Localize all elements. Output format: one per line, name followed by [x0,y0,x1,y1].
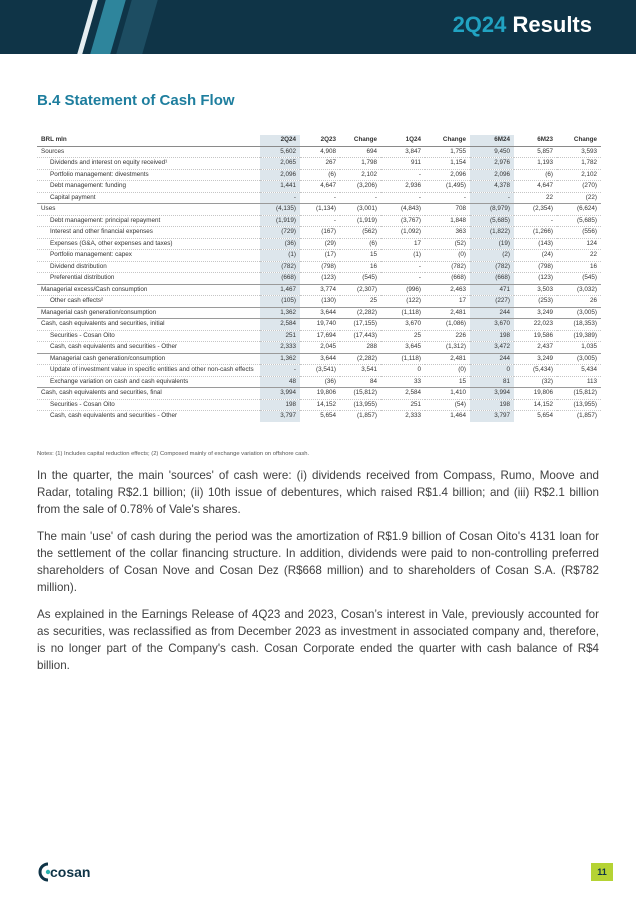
column-header: Change [557,135,601,146]
cell-value: 14,152 [514,399,557,411]
cell-value: 2,096 [260,169,300,181]
cell-value: (1,086) [425,319,470,331]
cell-value: 1,410 [425,388,470,400]
table-row [37,411,601,422]
cell-value: - [381,273,425,285]
cell-value: 25 [381,330,425,342]
cell-value: 3,541 [340,365,381,377]
cell-value: - [300,215,340,227]
cell-value: 4,647 [300,181,340,193]
table-row [37,192,601,204]
column-header-label: BRL mln [37,135,260,146]
cell-value: (123) [300,273,340,285]
logo-text: cosan [50,864,91,880]
paragraph-sources: In the quarter, the main 'sources' of cash were: (i) dividends received from Compass, Rumo, Moove and Radar, totaling R$2.1 billion; (ii) 10th issue of debentures, which raised R$1.4 billion; and (iii) R$2.1 billion from the sale of 0.78% of Vale's shares. [37,469,599,516]
cell-value: (782) [470,261,514,273]
cell-value: (798) [514,261,557,273]
cell-value: (13,955) [557,399,601,411]
column-header: 2Q24 [260,135,300,146]
row-label: Expenses (G&A, other expenses and taxes) [37,238,260,250]
cell-value: 1,782 [557,158,601,170]
cell-value: (798) [300,261,340,273]
cell-value: (6) [300,169,340,181]
cell-value: 5,857 [514,146,557,158]
paragraph-uses: The main 'use' of cash during the period was the amortization of R$1.9 billion of Cosan Oito's 4131 loan for the settlement of the collar financing structure. In addition, dividends were paid to non-controlling preferred shareholders of Cosan Nove and Cosan Dez (R$668 million) and to shareholders of Cosan S.A. (R$782 million). [37,530,599,594]
table-row [37,307,601,319]
cell-value: (1,495) [425,181,470,193]
table-row [37,284,601,296]
cell-value: (3,541) [300,365,340,377]
cell-value: (18,353) [557,319,601,331]
cell-value: (1,118) [381,307,425,319]
header-title-quarter: 2Q24 [452,12,507,37]
cell-value: - [381,169,425,181]
cell-value: (8,979) [470,204,514,216]
cell-value: 3,645 [381,342,425,354]
cell-value: (270) [557,181,601,193]
cell-value: (1,312) [425,342,470,354]
header-title [453,12,592,38]
cell-value: 1,798 [340,158,381,170]
cell-value: 288 [340,342,381,354]
cell-value: 3,644 [300,307,340,319]
cell-value: 2,102 [557,169,601,181]
cell-value: (32) [514,376,557,388]
cell-value: 3,472 [470,342,514,354]
cell-value: (36) [260,238,300,250]
table-row [37,169,601,181]
cell-value: (1) [260,250,300,262]
cell-value: 244 [470,307,514,319]
cell-value: (1,919) [260,215,300,227]
cell-value: (5,434) [514,365,557,377]
cell-value: (5,685) [557,215,601,227]
column-header: 1Q24 [381,135,425,146]
table-row [37,296,601,308]
cash-flow-table [37,135,601,422]
cell-value: (22) [557,192,601,204]
row-label: Other cash effects² [37,296,260,308]
cell-value: 16 [340,261,381,273]
cell-value: 5,602 [260,146,300,158]
cell-value: - [381,261,425,273]
cell-value: 2,584 [381,388,425,400]
cell-value: 4,378 [470,181,514,193]
cell-value: (0) [425,365,470,377]
cell-value: 2,096 [470,169,514,181]
cell-value: 19,806 [514,388,557,400]
cell-value: 3,994 [260,388,300,400]
cell-value: 1,362 [260,353,300,365]
cell-value: 2,045 [300,342,340,354]
cell-value: (1,266) [514,227,557,239]
cell-value: 81 [470,376,514,388]
cell-value: 19,806 [300,388,340,400]
cell-value: 363 [425,227,470,239]
table-row [37,146,601,158]
table-row [37,181,601,193]
cell-value: 25 [340,296,381,308]
cell-value: (3,206) [340,181,381,193]
cell-value: 251 [260,330,300,342]
section-title: B.4 Statement of Cash Flow [37,92,235,109]
cell-value: (545) [557,273,601,285]
cell-value: 22,023 [514,319,557,331]
table-row [37,261,601,273]
cell-value: (6) [340,238,381,250]
column-header: 6M24 [470,135,514,146]
cell-value: (17) [300,250,340,262]
cell-value: 2,584 [260,319,300,331]
cell-value: - [300,192,340,204]
table-row [37,158,601,170]
column-header: Change [340,135,381,146]
cell-value: - [425,192,470,204]
cell-value: (668) [470,273,514,285]
row-label: Portfolio management: divestments [37,169,260,181]
cell-value: (1,118) [381,353,425,365]
cell-value: (2) [470,250,514,262]
row-label: Exchange variation on cash and cash equivalents [37,376,260,388]
cell-value: 3,503 [514,284,557,296]
cell-value: (15,812) [557,388,601,400]
cell-value: (54) [425,399,470,411]
cell-value: 198 [470,330,514,342]
cell-value: 2,102 [340,169,381,181]
cell-value: (668) [260,273,300,285]
cell-value: (729) [260,227,300,239]
cell-value: (1,822) [470,227,514,239]
cell-value: 3,847 [381,146,425,158]
cell-value: 694 [340,146,381,158]
cell-value: 17 [381,238,425,250]
cell-value: 1,362 [260,307,300,319]
cell-value: 2,936 [381,181,425,193]
cell-value: - [381,192,425,204]
cell-value: (1,092) [381,227,425,239]
row-label: Cash, cash equivalents and securities - Other [37,411,260,422]
table-row [37,353,601,365]
row-label: Capital payment [37,192,260,204]
cell-value: 1,193 [514,158,557,170]
cell-value: (1,919) [340,215,381,227]
cell-value: 1,441 [260,181,300,193]
row-label: Update of investment value in specific entities and other non-cash effects [37,365,260,377]
cell-value: (3,005) [557,353,601,365]
cell-value: 2,481 [425,307,470,319]
cell-value: 5,654 [514,411,557,422]
cell-value: (1) [381,250,425,262]
cell-value: (2,354) [514,204,557,216]
cell-value: 198 [260,399,300,411]
column-header: 6M23 [514,135,557,146]
cell-value: 14,152 [300,399,340,411]
cell-value: (4,843) [381,204,425,216]
cell-value: 911 [381,158,425,170]
row-label: Portfolio management: capex [37,250,260,262]
cell-value: (130) [300,296,340,308]
cell-value: 3,593 [557,146,601,158]
cell-value: (36) [300,376,340,388]
cell-value: 198 [470,399,514,411]
cell-value: 4,908 [300,146,340,158]
cell-value: (2,307) [340,284,381,296]
cell-value: 708 [425,204,470,216]
cell-value: (19) [470,238,514,250]
cell-value: 226 [425,330,470,342]
cell-value: 19,740 [300,319,340,331]
cell-value: (253) [514,296,557,308]
cell-value: (167) [300,227,340,239]
cell-value: 1,154 [425,158,470,170]
cell-value: 5,434 [557,365,601,377]
table-row [37,388,601,400]
cell-value: 3,797 [470,411,514,422]
row-label: Sources [37,146,260,158]
table-row [37,238,601,250]
cell-value: 48 [260,376,300,388]
cell-value: 4,647 [514,181,557,193]
row-label: Debt management: principal repayment [37,215,260,227]
cell-value: 3,249 [514,353,557,365]
cell-value: (6) [514,169,557,181]
row-label: Uses [37,204,260,216]
cell-value: 2,333 [260,342,300,354]
cell-value: 113 [557,376,601,388]
cell-value: (1,857) [340,411,381,422]
paragraph-vale-reclassification: As explained in the Earnings Release of 4Q23 and 2023, Cosan’s interest in Vale, previously accounted for as securities, was reclassified as from December 2023 as investment in associated company and, therefore, is no longer part of the Company's cash. Cosan Corporate ended the quarter with cash balance of R$4 billion. [37,608,599,672]
cell-value: 3,249 [514,307,557,319]
cell-value: (668) [425,273,470,285]
header-title-rest: Results [512,12,592,37]
row-label: Securities - Cosan Oito [37,330,260,342]
cell-value: (6,624) [557,204,601,216]
cell-value: (29) [300,238,340,250]
cell-value: (1,857) [557,411,601,422]
row-label: Dividends and interest on equity received¹ [37,158,260,170]
cell-value: 33 [381,376,425,388]
cell-value: 1,848 [425,215,470,227]
cell-value: (2,282) [340,353,381,365]
table-notes: Notes: (1) Includes capital reduction effects; (2) Composed mainly of exchange variation on offshore cash. [37,451,310,457]
cell-value: (13,955) [340,399,381,411]
cell-value: (5,685) [470,215,514,227]
row-label: Cash, cash equivalents and securities, final [37,388,260,400]
cell-value: 251 [381,399,425,411]
cell-value: - [260,365,300,377]
row-label: Preferential distribution [37,273,260,285]
cell-value: 84 [340,376,381,388]
cell-value: (15,812) [340,388,381,400]
row-label: Managerial cash generation/consumption [37,307,260,319]
row-label: Securities - Cosan Oito [37,399,260,411]
cell-value: 17 [425,296,470,308]
cell-value: 2,481 [425,353,470,365]
column-header: 2Q23 [300,135,340,146]
cell-value: (0) [425,250,470,262]
cell-value: - [340,192,381,204]
cell-value: 3,797 [260,411,300,422]
cell-value: (3,001) [340,204,381,216]
cell-value: 17,694 [300,330,340,342]
cell-value: - [514,215,557,227]
cell-value: (556) [557,227,601,239]
table-row [37,399,601,411]
cell-value: 2,437 [514,342,557,354]
cell-value: 2,463 [425,284,470,296]
row-label: Managerial cash generation/consumption [37,353,260,365]
table-row [37,365,601,377]
cell-value: 3,670 [470,319,514,331]
row-label: Interest and other financial expenses [37,227,260,239]
row-label: Debt management: funding [37,181,260,193]
cell-value: 124 [557,238,601,250]
cell-value: 0 [470,365,514,377]
table-row [37,250,601,262]
cell-value: 3,670 [381,319,425,331]
cell-value: 1,755 [425,146,470,158]
cell-value: 26 [557,296,601,308]
cell-value: 9,450 [470,146,514,158]
cell-value: 0 [381,365,425,377]
cell-value: 16 [557,261,601,273]
cell-value: (4,135) [260,204,300,216]
cell-value: 19,586 [514,330,557,342]
cell-value: (996) [381,284,425,296]
table-row [37,342,601,354]
cell-value: (782) [425,261,470,273]
cell-value: - [260,192,300,204]
cell-value: (3,032) [557,284,601,296]
table-header-row [37,135,601,146]
cell-value: 1,464 [425,411,470,422]
cell-value: (122) [381,296,425,308]
cell-value: (227) [470,296,514,308]
cell-value: 1,467 [260,284,300,296]
cell-value: (1,134) [300,204,340,216]
cell-value: 2,976 [470,158,514,170]
cell-value: 15 [340,250,381,262]
row-label: Dividend distribution [37,261,260,273]
table-row [37,215,601,227]
cell-value: 471 [470,284,514,296]
cell-value: 3,774 [300,284,340,296]
row-label: Cash, cash equivalents and securities, initial [37,319,260,331]
cell-value: (2,282) [340,307,381,319]
table-row [37,319,601,331]
row-label: Cash, cash equivalents and securities - Other [37,342,260,354]
cell-value: 2,096 [425,169,470,181]
cell-value: (17,155) [340,319,381,331]
table-row [37,204,601,216]
page-header [0,0,636,54]
cell-value: 2,333 [381,411,425,422]
cell-value: 5,654 [300,411,340,422]
page-number: 11 [591,863,613,881]
table-body [37,146,601,422]
cell-value: (782) [260,261,300,273]
cell-value: 244 [470,353,514,365]
cell-value: (143) [514,238,557,250]
cell-value: 22 [557,250,601,262]
cell-value: (19,389) [557,330,601,342]
table-row [37,376,601,388]
cell-value: 2,065 [260,158,300,170]
cell-value: 1,035 [557,342,601,354]
cell-value: (123) [514,273,557,285]
cell-value: (3,005) [557,307,601,319]
cell-value: (545) [340,273,381,285]
cell-value: (17,443) [340,330,381,342]
cell-value: 267 [300,158,340,170]
table-row [37,273,601,285]
row-label: Managerial excess/Cash consumption [37,284,260,296]
cell-value: 22 [514,192,557,204]
cell-value: (105) [260,296,300,308]
cell-value: 15 [425,376,470,388]
table-row [37,227,601,239]
column-header: Change [425,135,470,146]
cell-value: (52) [425,238,470,250]
cell-value: (562) [340,227,381,239]
cell-value: 3,994 [470,388,514,400]
cell-value: 3,644 [300,353,340,365]
cell-value: - [470,192,514,204]
cell-value: (3,767) [381,215,425,227]
cell-value: (24) [514,250,557,262]
table-row [37,330,601,342]
